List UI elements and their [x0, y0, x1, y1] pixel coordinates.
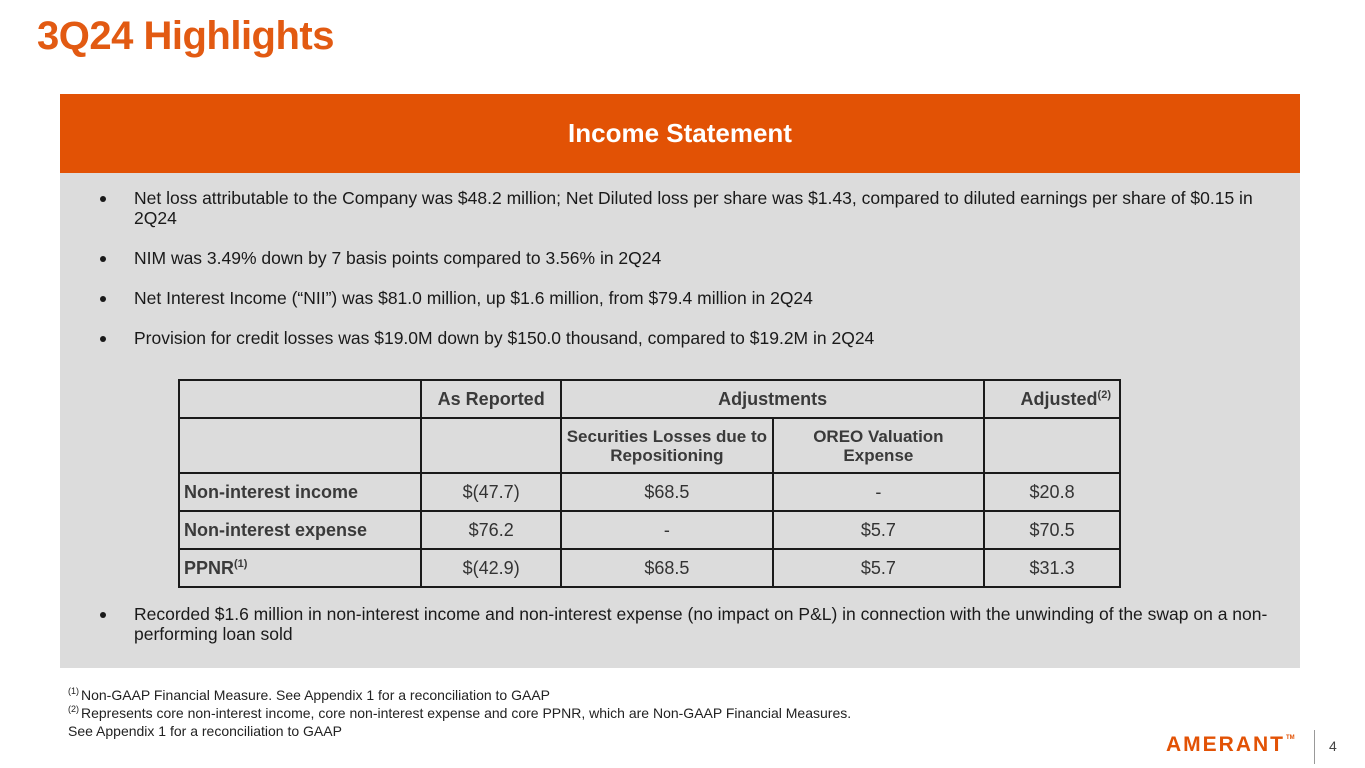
- header-adjusted: Adjusted$^{(2)}$: [984, 380, 1120, 418]
- cell-oreo: $5.7: [773, 549, 984, 587]
- amerant-logo: [1166, 733, 1295, 757]
- bullet-icon: [100, 296, 106, 302]
- subheader-empty-cell: [179, 418, 421, 473]
- table-row: [179, 511, 1120, 549]
- subheader-oreo: OREO Valuation Expense: [773, 418, 984, 473]
- logo-text: AMERANT: [1166, 733, 1285, 756]
- footnotes: [68, 686, 851, 740]
- bullet-list-bottom: [96, 604, 1288, 644]
- table-row: [179, 549, 1120, 587]
- footer-divider: [1314, 730, 1315, 764]
- cell-securities: $68.5: [561, 549, 773, 587]
- page-title: 3Q24 Highlights: [37, 14, 334, 58]
- header-empty-cell: [179, 380, 421, 418]
- cell-adjusted: $70.5: [984, 511, 1120, 549]
- footnote-3: See Appendix 1 for a reconciliation to GAAP: [68, 723, 342, 739]
- cell-adjusted: $20.8: [984, 473, 1120, 511]
- bullet-list: [96, 188, 1288, 368]
- bullet-text: Net loss attributable to the Company was $48.2 million; Net Diluted loss per share was $1.43, compared to diluted earnings per share of $0.15 in 2Q24: [134, 188, 1253, 228]
- adjustments-table: [178, 379, 1121, 588]
- footnote-2: $^{(2)}$ Represents core non-interest income, core non-interest expense and core PPNR, which are Non-GAAP Financial Measures.: [68, 704, 852, 721]
- header-adjustments: Adjustments: [561, 380, 984, 418]
- cell-as-reported: $(42.9): [421, 549, 561, 587]
- bullet-icon: [100, 336, 106, 342]
- table-header-row: [179, 380, 1120, 418]
- subheader-securities: Securities Losses due to Repositioning: [561, 418, 773, 473]
- cell-securities: -: [561, 511, 773, 549]
- row-label: Non-interest income: [179, 473, 421, 511]
- cell-adjusted: $31.3: [984, 549, 1120, 587]
- bullet-text: Provision for credit losses was $19.0M down by $150.0 thousand, compared to $19.2M in 2Q24: [134, 328, 875, 348]
- row-label: Non-interest expense: [179, 511, 421, 549]
- header-as-reported: As Reported: [421, 380, 561, 418]
- table-row: [179, 473, 1120, 511]
- bullet-icon: [100, 196, 106, 202]
- bullet-text: Recorded $1.6 million in non-interest income and non-interest expense (no impact on P&L) in connection with the unwinding of the swap on a non-performing loan sold: [134, 604, 1268, 644]
- bullet-item: [96, 188, 1288, 228]
- subheader-empty-cell: [421, 418, 561, 473]
- cell-oreo: -: [773, 473, 984, 511]
- bullet-item: [96, 604, 1288, 644]
- footnote-1: $^{(1)}$ Non-GAAP Financial Measure. See Appendix 1 for a reconciliation to GAAP: [68, 686, 550, 703]
- cell-oreo: $5.7: [773, 511, 984, 549]
- cell-as-reported: $(47.7): [421, 473, 561, 511]
- row-label: PPNR$^{(1)}$: [179, 549, 421, 587]
- bullet-text: Net Interest Income (“NII”) was $81.0 million, up $1.6 million, from $79.4 million in 2Q24: [134, 288, 813, 308]
- cell-as-reported: $76.2: [421, 511, 561, 549]
- bullet-item: [96, 288, 1288, 308]
- bullet-icon: [100, 256, 106, 262]
- subheader-empty-cell: [984, 418, 1120, 473]
- panel-header: Income Statement: [60, 94, 1300, 173]
- bullet-icon: [100, 612, 106, 618]
- bullet-text: NIM was 3.49% down by 7 basis points compared to 3.56% in 2Q24: [134, 248, 662, 268]
- table-subheader-row: [179, 418, 1120, 473]
- page-number: 4: [1329, 738, 1337, 754]
- bullet-item: [96, 248, 1288, 268]
- bullet-item: [96, 328, 1288, 348]
- logo-tm: TM: [1286, 735, 1295, 741]
- income-statement-panel: [60, 94, 1300, 668]
- cell-securities: $68.5: [561, 473, 773, 511]
